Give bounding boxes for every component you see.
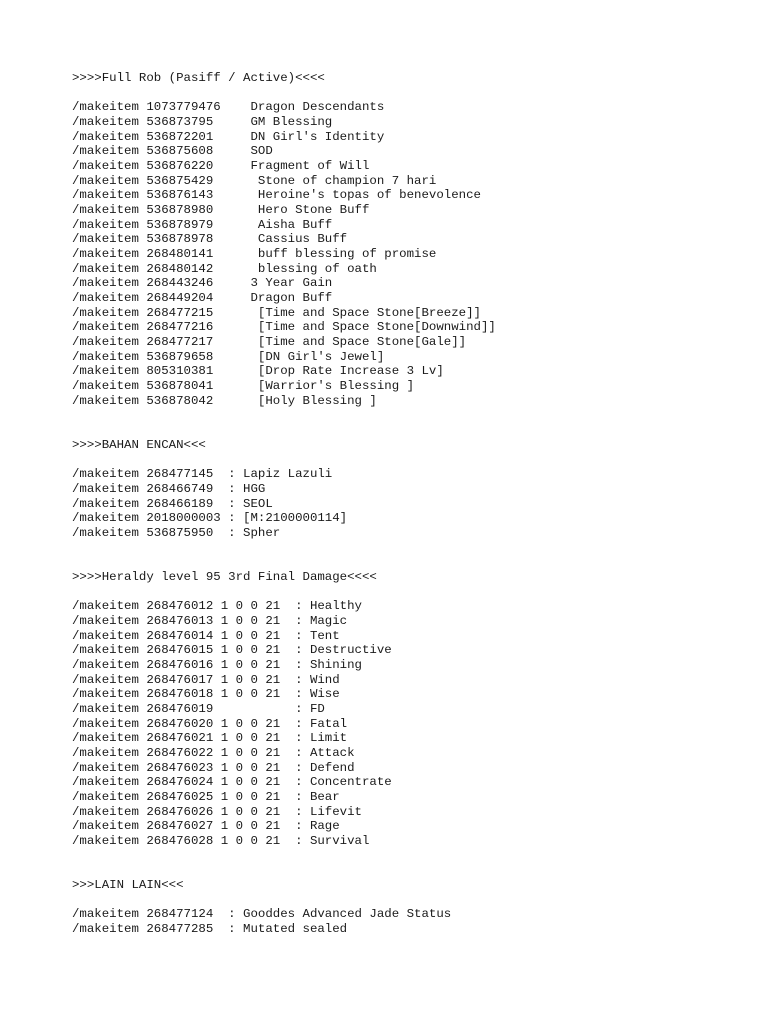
list-item: /makeitem 268477145 : Lapiz Lazuli (72, 467, 333, 482)
list-item: /makeitem 268476020 1 0 0 21 : Fatal (72, 716, 348, 731)
list-item: /makeitem 268476014 1 0 0 21 : Tent (72, 628, 340, 643)
list-item: /makeitem 536876220 Fragment of Will (72, 159, 370, 174)
list-item: /makeitem 268476021 1 0 0 21 : Limit (72, 731, 348, 746)
section-heading-full-rob: >>>>Full Rob (Pasiff / Active)<<<< (72, 71, 325, 85)
section-list-heraldy (72, 599, 496, 848)
list-item: /makeitem 268477217 [Time and Space Stone[Gale]] (72, 335, 467, 350)
list-item: /makeitem 1073779476 Dragon Descendants (72, 100, 385, 115)
list-item: /makeitem 268476028 1 0 0 21 : Survival (72, 833, 370, 848)
list-item: /makeitem 268477215 [Time and Space Stone[Breeze]] (72, 305, 481, 320)
list-item: /makeitem 268477124 : Gooddes Advanced Jade Status (72, 907, 452, 922)
list-item: /makeitem 268480142 blessing of oath (72, 261, 377, 276)
section-heading-bahan-encan: >>>>BAHAN ENCAN<<< (72, 437, 206, 452)
list-item: /makeitem 268476013 1 0 0 21 : Magic (72, 613, 348, 628)
list-item: /makeitem 536878041 [Warrior's Blessing ] (72, 379, 415, 394)
section-list-full-rob (72, 100, 496, 408)
list-item: /makeitem 536875429 Stone of champion 7 hari (72, 173, 437, 188)
list-item: /makeitem 268476022 1 0 0 21 : Attack (72, 745, 355, 760)
section-heading-heraldy: >>>>Heraldy level 95 3rd Final Damage<<<< (72, 569, 377, 584)
list-item: /makeitem 536878980 Hero Stone Buff (72, 203, 370, 218)
list-item: /makeitem 268466749 : HGG (72, 481, 266, 496)
list-item: /makeitem 536878978 Cassius Buff (72, 232, 348, 247)
list-item: /makeitem 536875950 : Spher (72, 525, 281, 540)
list-item: /makeitem 268476012 1 0 0 21 : Healthy (72, 599, 362, 614)
list-item: /makeitem 268476024 1 0 0 21 : Concentrate (72, 775, 392, 790)
list-item: /makeitem 536872201 DN Girl's Identity (72, 129, 385, 144)
list-item: /makeitem 536875608 SOD (72, 144, 273, 159)
list-item: /makeitem 268476015 1 0 0 21 : Destructive (72, 643, 392, 658)
document-page (72, 71, 496, 937)
list-item: /makeitem 268449204 Dragon Buff (72, 291, 333, 306)
list-item: /makeitem 268477216 [Time and Space Stone[Downwind]] (72, 320, 496, 335)
list-item: /makeitem 268480141 buff blessing of promise (72, 247, 437, 262)
list-item: /makeitem 268476019 : FD (72, 701, 325, 716)
list-item: /makeitem 536873795 GM Blessing (72, 115, 333, 130)
list-item: /makeitem 268476023 1 0 0 21 : Defend (72, 760, 355, 775)
list-item: /makeitem 805310381 [Drop Rate Increase 3 Lv] (72, 364, 444, 379)
section-list-bahan-encan (72, 467, 496, 540)
section-heading-lain-lain: >>>LAIN LAIN<<< (72, 878, 184, 892)
list-item: /makeitem 268476018 1 0 0 21 : Wise (72, 687, 340, 702)
list-item: /makeitem 268476026 1 0 0 21 : Lifevit (72, 804, 362, 819)
list-item: /makeitem 268476027 1 0 0 21 : Rage (72, 819, 340, 834)
list-item: /makeitem 536878042 [Holy Blessing ] (72, 393, 377, 408)
list-item: /makeitem 268477285 : Mutated sealed (72, 922, 348, 937)
list-item: /makeitem 268466189 : SEOL (72, 496, 273, 511)
list-item: /makeitem 268476025 1 0 0 21 : Bear (72, 789, 340, 804)
section-list-lain-lain (72, 907, 496, 936)
list-item: /makeitem 536878979 Aisha Buff (72, 217, 333, 232)
list-item: /makeitem 268443246 3 Year Gain (72, 276, 333, 291)
list-item: /makeitem 2018000003 : [M:2100000114] (72, 511, 348, 526)
list-item: /makeitem 536876143 Heroine's topas of benevolence (72, 188, 481, 203)
list-item: /makeitem 268476016 1 0 0 21 : Shining (72, 657, 362, 672)
list-item: /makeitem 536879658 [DN Girl's Jewel] (72, 349, 385, 364)
list-item: /makeitem 268476017 1 0 0 21 : Wind (72, 672, 340, 687)
